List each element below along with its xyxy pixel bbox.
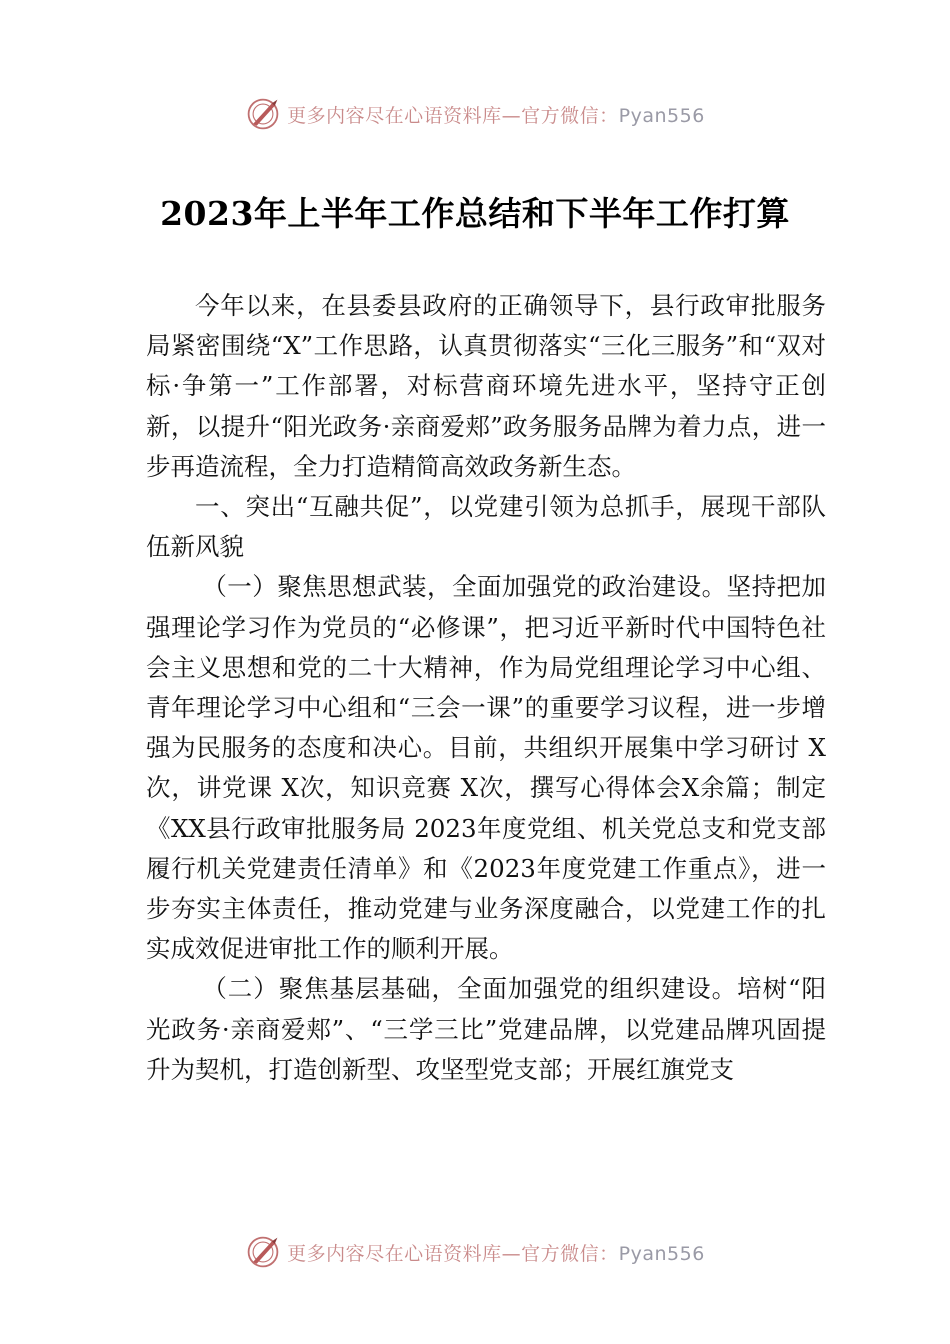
- watermark-text: [287, 1239, 705, 1266]
- watermark-wechat-id: Pyan556: [618, 104, 705, 127]
- header-watermark: [0, 92, 950, 136]
- watermark-text: [287, 101, 705, 128]
- watermark-label: 更多内容尽在心语资料库—官方微信：: [287, 104, 619, 127]
- paragraph-subsection-1: （一）聚焦思想武装，全面加强党的政治建设。坚持把加强理论学习作为党员的“必修课”，把习近平新时代中国特色社会主义思想和党的二十大精神，作为局党组理论学习中心组、青年理论学习中心组和“三会一课”的重要学习议程，进一步增强为民服务的态度和决心。目前，共组织开展集中学习研讨 X次，讲党课 X次，知识竞赛 X次，撰写心得体会X余篇；制定《XX县行政审批服务局 2023年度党组、机关党总支和党支部履行机关党建责任清单》和《2023年度党建工作重点》，进一步夯实主体责任，推动党建与业务深度融合，以党建工作的扎实成效促进审批工作的顺利开展。: [146, 572, 826, 964]
- paragraph-intro: 今年以来，在县委县政府的正确领导下，县行政审批服务局紧密围绕“X”工作思路，认真贯彻落实“三化三服务”和“双对标·争第一”工作部署，对标营商环境先进水平，坚持守正创新，以提升“阳光政务·亲商爱郏”政务服务品牌为着力点，进一步再造流程，全力打造精简高效政务新生态。: [146, 291, 826, 481]
- document-title: 2023年上半年工作总结和下半年工作打算: [160, 194, 790, 233]
- watermark-wechat-id: Pyan556: [618, 1242, 705, 1265]
- quill-seal-icon: [245, 1234, 281, 1270]
- paragraph-subsection-2: （二）聚焦基层基础，全面加强党的组织建设。培树“阳光政务·亲商爱郏”、“三学三比”党建品牌，以党建品牌巩固提升为契机，打造创新型、攻坚型党支部；开展红旗党支: [146, 974, 826, 1084]
- watermark-label: 更多内容尽在心语资料库—官方微信：: [287, 1242, 619, 1265]
- quill-seal-icon: [245, 96, 281, 132]
- footer-watermark: [0, 1230, 950, 1274]
- section-heading-1: 一、突出“互融共促”，以党建引领为总抓手，展现干部队伍新风貌: [146, 492, 826, 562]
- document-body: [146, 286, 826, 1090]
